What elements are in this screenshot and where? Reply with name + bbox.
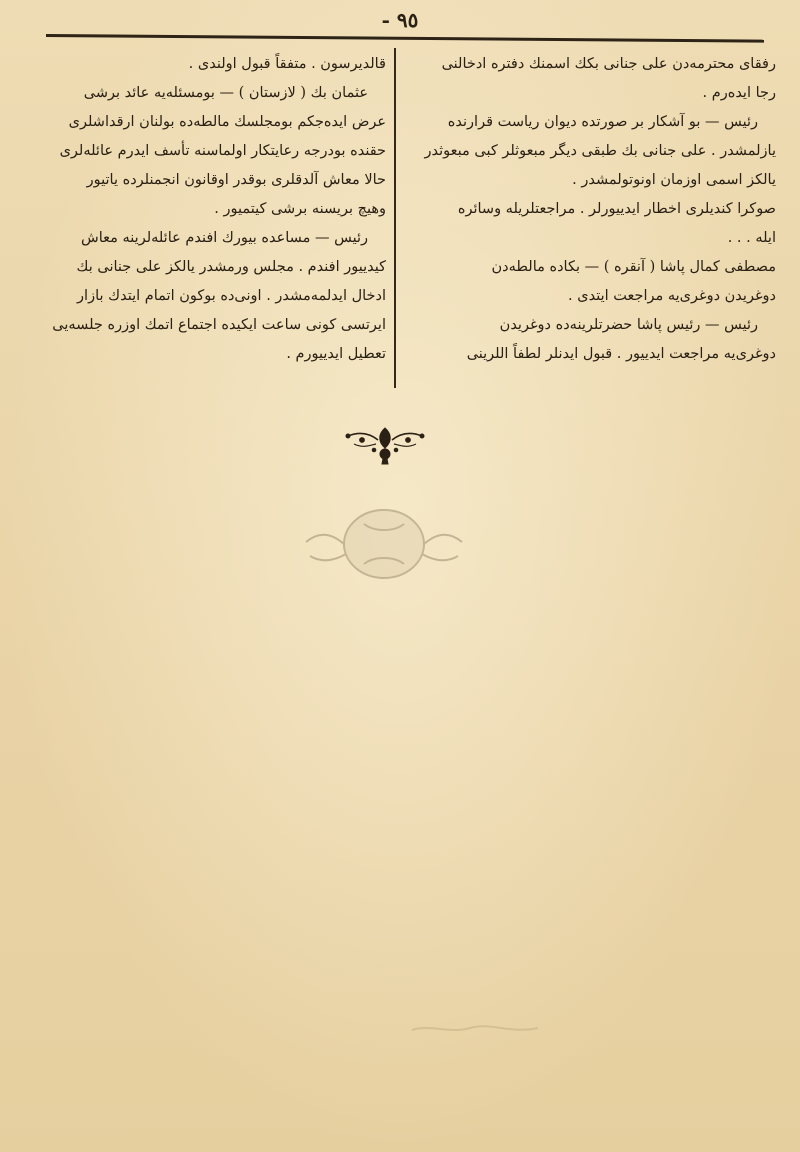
stamp-emblem: [302, 502, 466, 586]
text-line: قالدیرسون . متفقاً قبول اولندی .: [188, 56, 386, 72]
text-line: عثمان بك ( لازستان ) — بومسئله‌یه عائد برشی: [83, 85, 368, 101]
text-line: مصطفی كمال پاشا ( آنقره ) — بكاده مالطه‌دن: [491, 259, 776, 275]
text-line: رئیس — رئیس پاشا حضرتلرینه‌ده دوغریدن: [499, 317, 758, 333]
right-column: [404, 50, 776, 369]
text-line: یالكز اسمی اوزمان اونوتولمشدر .: [572, 172, 776, 188]
bleed-through-mark: [410, 1018, 540, 1038]
text-line: حالا معاش آلدقلری بوقدر اوقانون انجمنلرده یاتیور: [86, 172, 386, 188]
text-line: كیدییور افندم . مجلس ورمشدر یالكز علی جنانی بك: [76, 259, 386, 275]
column-divider: [394, 48, 396, 388]
header-rule: [46, 34, 764, 43]
page-number: - ٩٥: [381, 8, 419, 32]
text-line: وهیچ بریسنه برشی كیتمیور .: [214, 201, 386, 217]
text-line: ایرتسی كونی ساعت ایكیده اجتماع اتمك اوزره جلسه‌یی: [52, 317, 386, 333]
text-line: دوغری‌یه مراجعت ایدییور . قبول ایدنلر لطفاً اللرینی: [466, 346, 776, 362]
text-line: رئیس — بو آشكار بر صورتده دیوان ریاست قرارنده: [447, 114, 758, 130]
text-line: تعطیل ایدییورم .: [286, 346, 386, 362]
text-line: رجا ایده‌رم .: [702, 85, 776, 101]
text-line: حقنده بودرجه رعایتكار اولماسنه تأسف ایدرم عائله‌لری: [59, 143, 386, 159]
text-line: یازلمشدر . علی جنانی بك طبقی دیگر مبعوثلر كبی مبعوثدر: [424, 143, 776, 159]
text-line: ادخال ایدلمه‌مشدر . اونی‌ده بوكون اتمام ایتدك بازار: [77, 288, 386, 304]
left-column: [14, 50, 386, 369]
text-line: رئیس — مساعده بیورك افندم عائله‌لرینه معاش: [81, 230, 368, 246]
text-line: دوغریدن دوغری‌یه مراجعت ایتدی .: [568, 288, 776, 304]
ornament-icon: [340, 420, 430, 466]
text-line: رفقای محترمه‌دن علی جنانی بكك اسمنك دفتره ادخالنی: [441, 56, 776, 72]
text-line: عرض ایده‌جكم بومجلسك مالطه‌ده بولنان ارقداشلری: [68, 114, 386, 130]
text-line: ایله . . .: [727, 230, 776, 246]
text-line: صوكرا كندیلری اخطار ایدییورلر . مراجعتلریله وسائره: [457, 201, 776, 217]
